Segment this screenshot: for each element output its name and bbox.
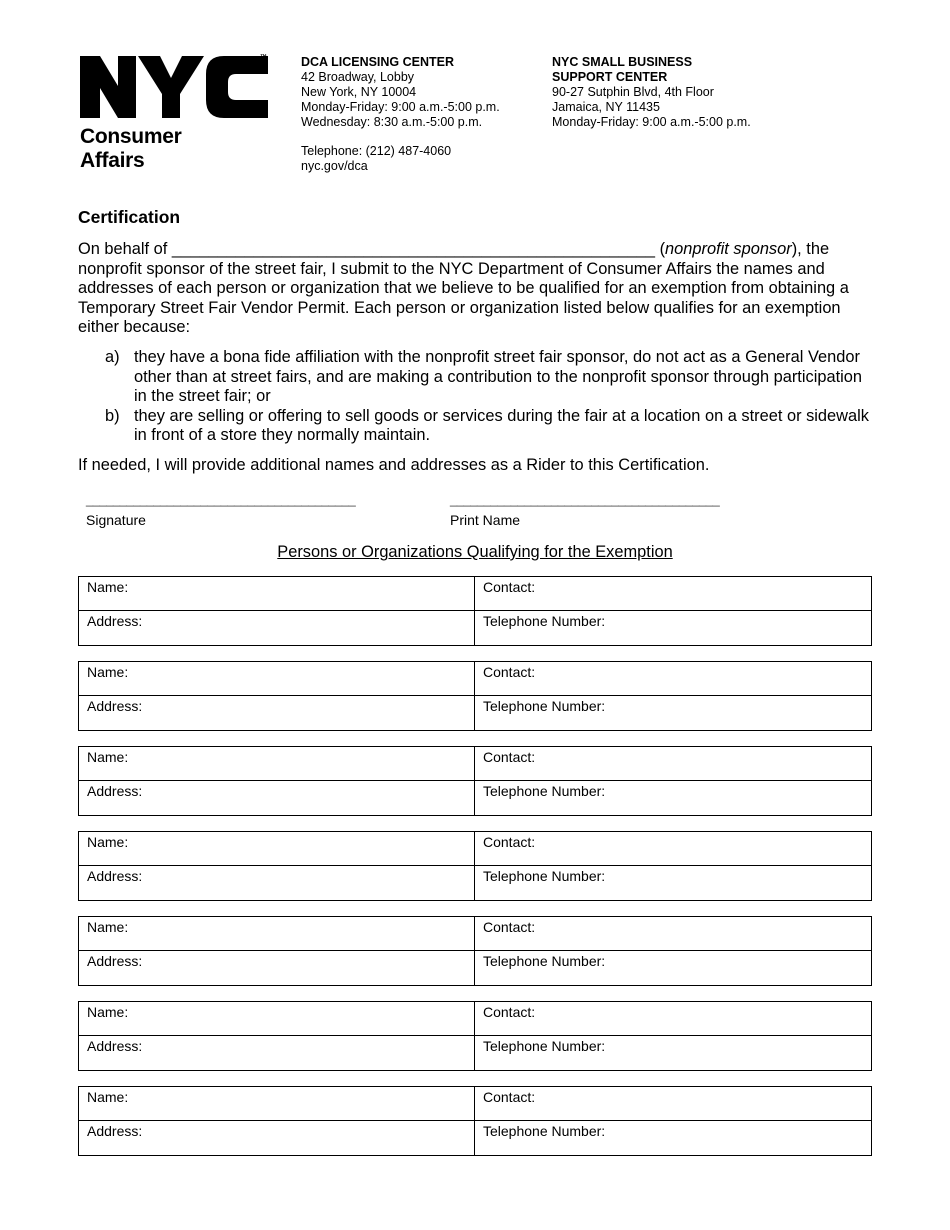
contact-field[interactable] <box>475 1087 871 1121</box>
address-line: Jamaica, NY 11435 <box>552 100 660 114</box>
address-field[interactable] <box>79 611 475 645</box>
name-field[interactable] <box>79 747 475 781</box>
address-field[interactable] <box>79 1121 475 1155</box>
person-entry <box>78 831 872 901</box>
telephone-label: Telephone Number: <box>483 613 606 629</box>
name-field[interactable] <box>79 662 475 696</box>
name-label: Name: <box>87 919 129 935</box>
contact-field[interactable] <box>475 747 871 781</box>
qualification-list <box>105 348 870 446</box>
person-entry <box>78 916 872 986</box>
contact-field[interactable] <box>475 917 871 951</box>
telephone-field[interactable] <box>475 1121 871 1155</box>
contact-label: Contact: <box>483 1004 536 1020</box>
list-item-text: they have a bona fide affiliation with the nonprofit street fair sponsor, do not act as a General Vendor other than at street fairs, and are making a contribution to the nonprofit sponsor through participation in the street fair; or <box>134 348 862 406</box>
person-entry <box>78 576 872 646</box>
nyc-wordmark-icon <box>78 52 268 120</box>
logo-line-affairs: Affairs <box>80 149 145 172</box>
telephone-line: Telephone: (212) 487-4060 <box>301 144 452 158</box>
persons-entries <box>78 576 872 1171</box>
address-field[interactable] <box>79 1036 475 1070</box>
logo-subtitle <box>80 125 181 173</box>
telephone-field[interactable] <box>475 781 871 815</box>
contact-label: Contact: <box>483 749 536 765</box>
name-label: Name: <box>87 834 129 850</box>
on-behalf-label: On behalf of <box>78 240 168 258</box>
telephone-label: Telephone Number: <box>483 1123 606 1139</box>
address-field[interactable] <box>79 866 475 900</box>
address-field[interactable] <box>79 951 475 985</box>
telephone-label: Telephone Number: <box>483 868 606 884</box>
sbs-center-title-2: SUPPORT CENTER <box>552 70 668 84</box>
hours-line: Monday-Friday: 9:00 a.m.-5:00 p.m. <box>552 115 751 129</box>
telephone-field[interactable] <box>475 1036 871 1070</box>
list-item <box>105 407 870 446</box>
paren-close: ), <box>791 240 802 258</box>
address-label: Address: <box>87 698 143 714</box>
persons-title: Persons or Organizations Qualifying for the Exemption <box>277 543 673 561</box>
signature-label: Signature <box>86 512 146 528</box>
telephone-field[interactable] <box>475 866 871 900</box>
certification-paragraph <box>78 240 868 338</box>
contact-label: Contact: <box>483 1089 536 1105</box>
name-label: Name: <box>87 664 129 680</box>
certification-title: Certification <box>78 207 181 227</box>
name-field[interactable] <box>79 1002 475 1036</box>
list-marker: b) <box>105 406 120 425</box>
list-item-text: they are selling or offering to sell goods or services during the fair at a location on a street or sidewalk in front of a store they normally maintain. <box>134 406 869 445</box>
contact-field[interactable] <box>475 662 871 696</box>
address-label: Address: <box>87 953 143 969</box>
address-line: 42 Broadway, Lobby <box>301 70 415 84</box>
name-label: Name: <box>87 1004 129 1020</box>
telephone-field[interactable] <box>475 611 871 645</box>
name-field[interactable] <box>79 832 475 866</box>
person-entry <box>78 746 872 816</box>
contact-field[interactable] <box>475 577 871 611</box>
address-line: 90-27 Sutphin Blvd, 4th Floor <box>552 85 714 99</box>
paren-open: ( <box>659 240 666 258</box>
trademark-symbol: ™ <box>260 54 267 61</box>
contact-label: Contact: <box>483 834 536 850</box>
telephone-label: Telephone Number: <box>483 1038 606 1054</box>
address-label: Address: <box>87 783 143 799</box>
person-entry <box>78 661 872 731</box>
contact-label: Contact: <box>483 919 536 935</box>
dca-licensing-center-address <box>301 55 500 174</box>
list-marker: a) <box>105 348 120 366</box>
person-entry <box>78 1001 872 1071</box>
address-field[interactable] <box>79 696 475 730</box>
hours-line: Monday-Friday: 9:00 a.m.-5:00 p.m. <box>301 100 500 114</box>
person-entry <box>78 1086 872 1156</box>
name-label: Name: <box>87 749 129 765</box>
contact-label: Contact: <box>483 579 536 595</box>
telephone-field[interactable] <box>475 951 871 985</box>
name-label: Name: <box>87 1089 129 1105</box>
telephone-field[interactable] <box>475 696 871 730</box>
list-item <box>105 348 870 407</box>
telephone-label: Telephone Number: <box>483 953 606 969</box>
hours-line: Wednesday: 8:30 a.m.-5:00 p.m. <box>301 115 483 129</box>
nonprofit-sponsor-label: nonprofit sponsor <box>665 240 792 258</box>
telephone-label: Telephone Number: <box>483 783 606 799</box>
address-line: New York, NY 10004 <box>301 85 417 99</box>
signature-line[interactable]: ________________________________________ <box>86 492 356 507</box>
address-label: Address: <box>87 613 143 629</box>
name-label: Name: <box>87 579 129 595</box>
website-line: nyc.gov/dca <box>301 159 368 173</box>
print-name-label: Print Name <box>450 512 521 528</box>
address-label: Address: <box>87 868 143 884</box>
contact-field[interactable] <box>475 1002 871 1036</box>
sponsor-name-blank[interactable]: _____________________________________________________ <box>171 240 656 258</box>
contact-label: Contact: <box>483 664 536 680</box>
rider-statement: If needed, I will provide additional names and addresses as a Rider to this Certification. <box>78 456 710 474</box>
address-label: Address: <box>87 1038 143 1054</box>
telephone-label: Telephone Number: <box>483 698 606 714</box>
nyc-consumer-affairs-logo <box>78 52 278 172</box>
sbs-center-title-1: NYC SMALL BUSINESS <box>552 55 693 69</box>
certification-body: the nonprofit sponsor of the street fair, I submit to the NYC Department of Consumer Affairs the names and addresses of each person or organization that we believe to be qualified for an exemption from obtaining a Temporary Street Fair Vendor Permit. Each person or organization listed below qualifies for an exemption either because: <box>78 240 849 337</box>
contact-field[interactable] <box>475 832 871 866</box>
address-field[interactable] <box>79 781 475 815</box>
print-name-line[interactable]: ________________________________________ <box>450 492 720 507</box>
small-business-center-address <box>552 55 751 130</box>
name-field[interactable] <box>79 1087 475 1121</box>
logo-line-consumer: Consumer <box>80 125 182 148</box>
address-label: Address: <box>87 1123 143 1139</box>
name-field[interactable] <box>79 917 475 951</box>
name-field[interactable] <box>79 577 475 611</box>
licensing-center-title: DCA LICENSING CENTER <box>301 55 455 69</box>
